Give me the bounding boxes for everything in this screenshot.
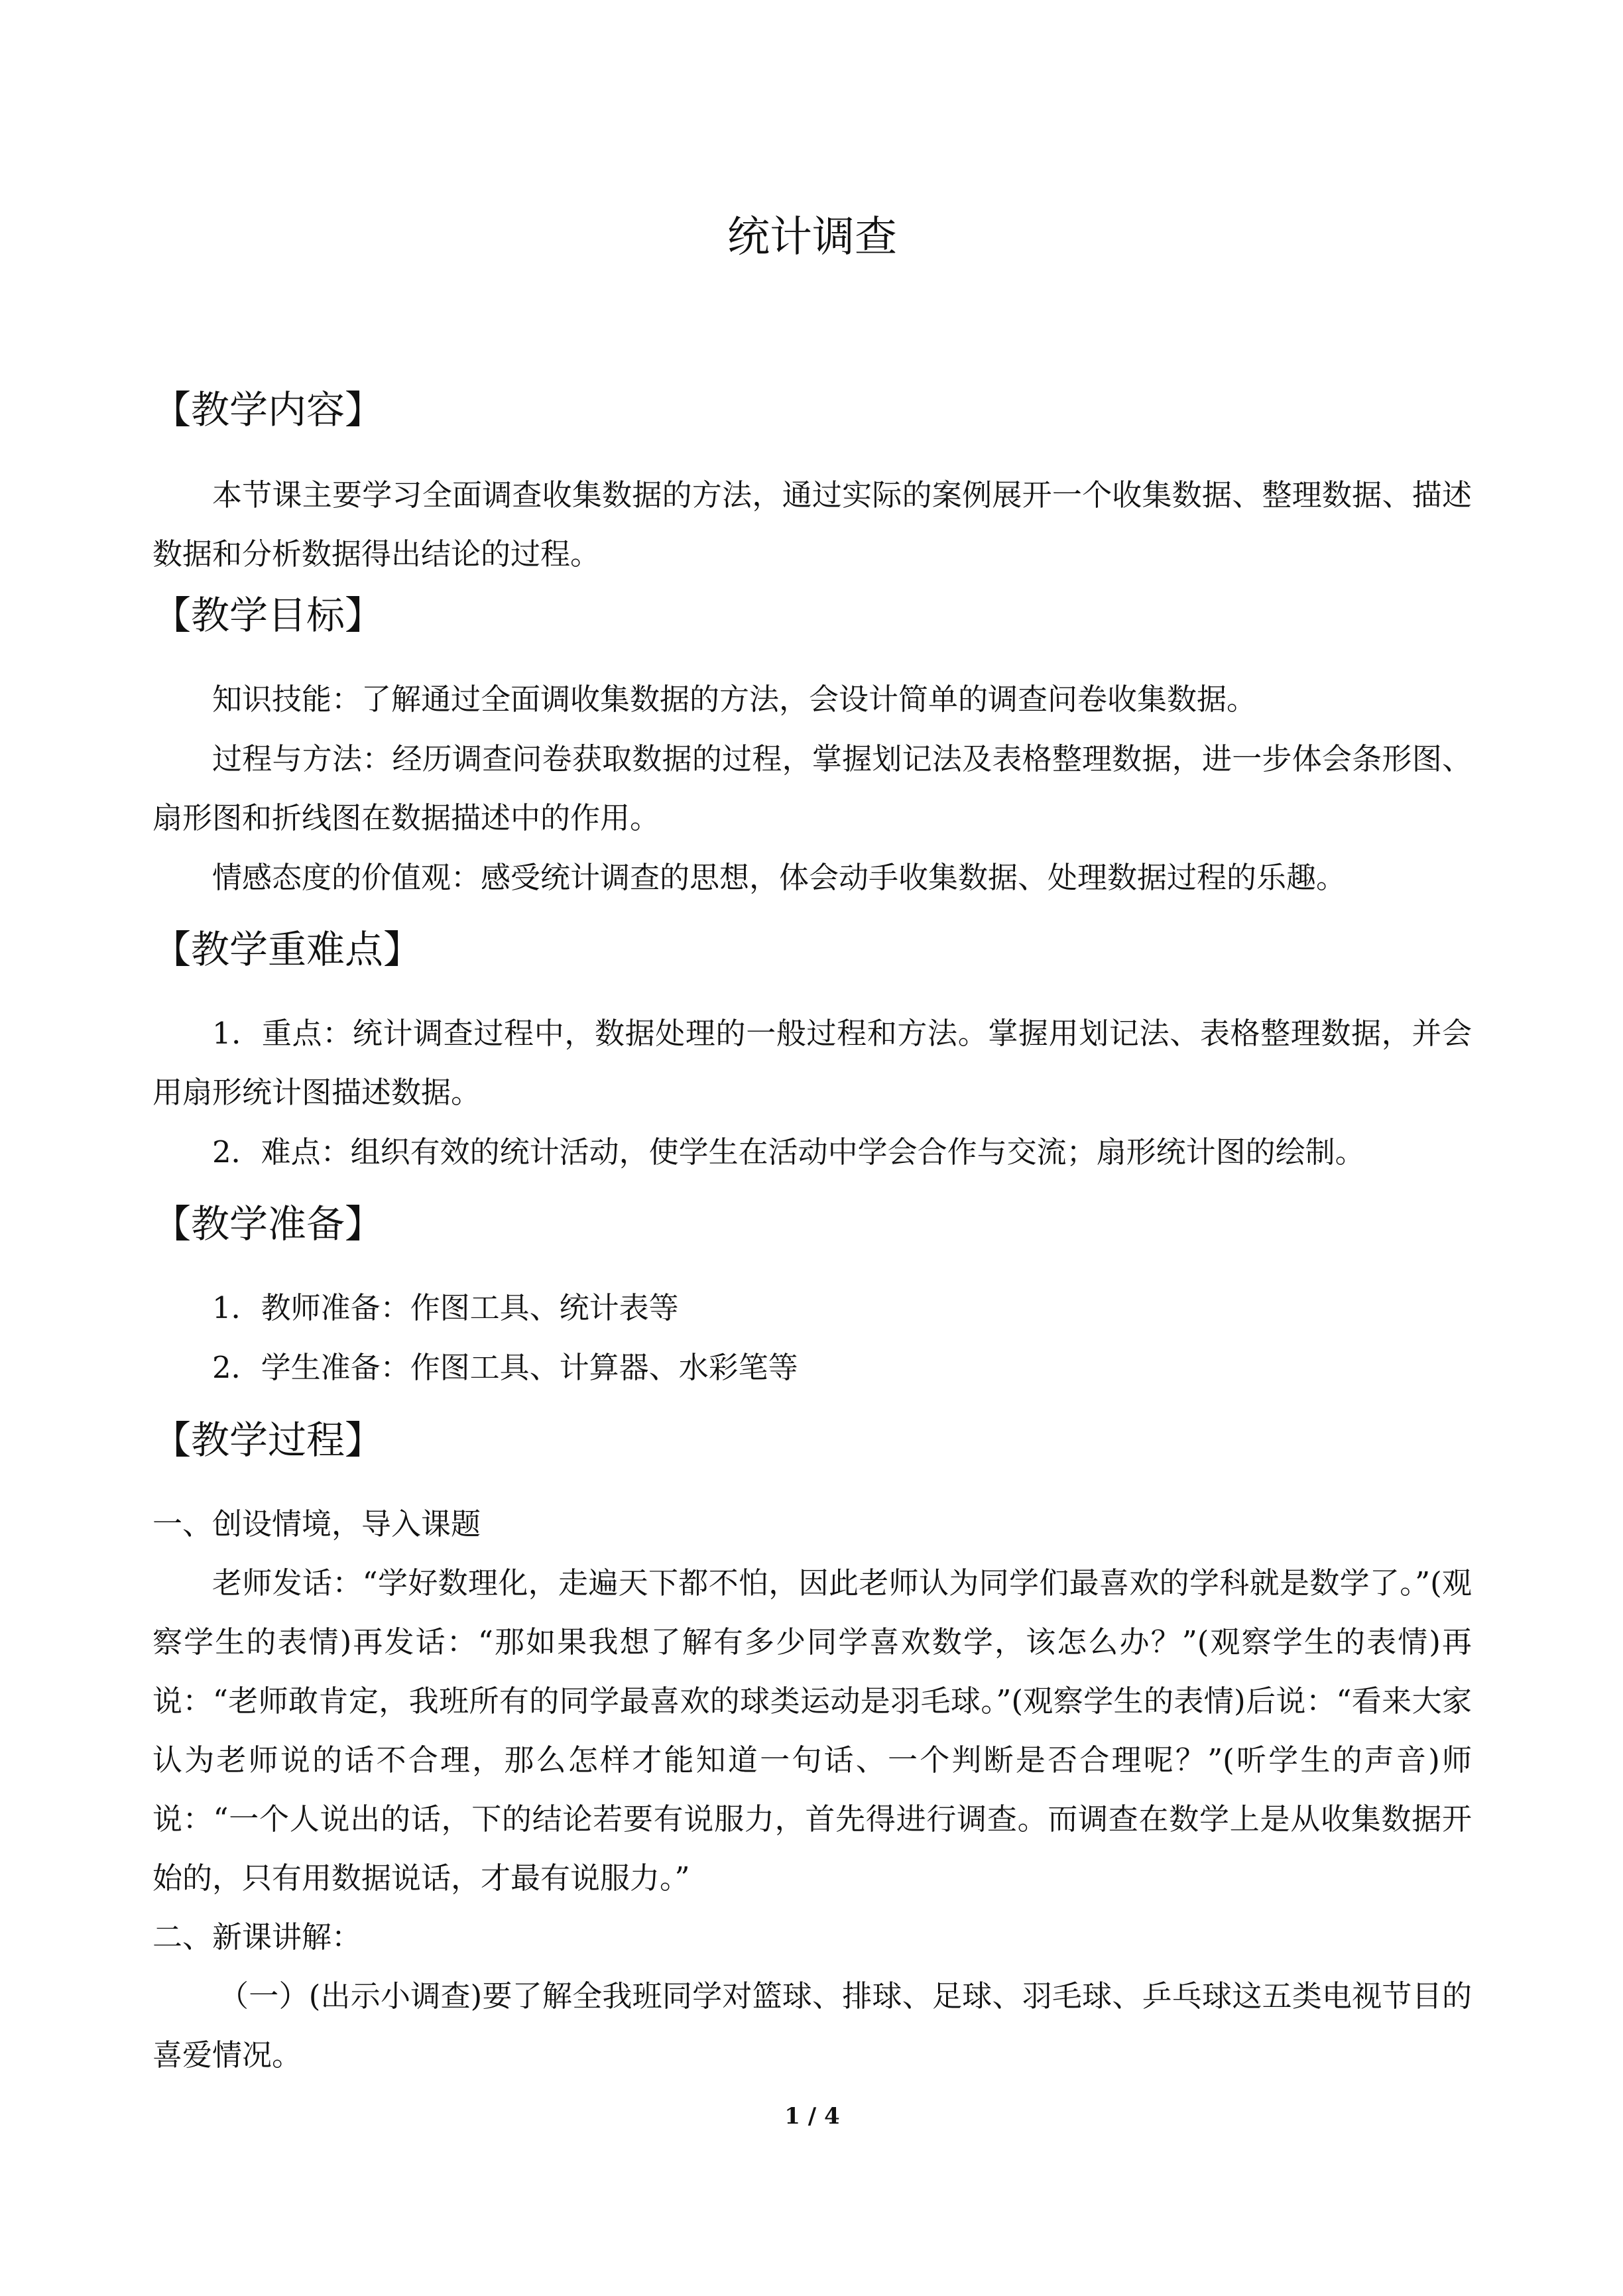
heading-teaching-process: 【教学过程】 <box>152 1418 384 1463</box>
heading-teaching-preparation: 【教学准备】 <box>152 1201 384 1246</box>
goal-attitude: 情感态度的价值观：感受统计调查的思想，体会动手收集数据、处理数据过程的乐趣。 <box>212 860 1347 895</box>
page-number: 1 / 4 <box>784 2103 840 2130</box>
goal-process-method: 过程与方法：经历调查问卷获取数据的过程，掌握划记法及表格整理数据，进一步体会条形图、扇形图和折线图在数据描述中的作用。 <box>152 741 1472 835</box>
step1-title: 一、创设情境，导入课题 <box>152 1506 481 1541</box>
key-point: 1．重点：统计调查过程中，数据处理的一般过程和方法。掌握用划记法、表格整理数据，并会用扇形统计图描述数据。 <box>152 1016 1472 1110</box>
heading-teaching-content: 【教学内容】 <box>152 387 384 432</box>
content-paragraph: 本节课主要学习全面调查收集数据的方法，通过实际的案例展开一个收集数据、整理数据、描述数据和分析数据得出结论的过程。 <box>152 477 1472 572</box>
step2-title: 二、新课讲解： <box>152 1919 362 1955</box>
goal-knowledge: 知识技能：了解通过全面调收集数据的方法，会设计简单的调查问卷收集数据。 <box>212 682 1257 717</box>
student-preparation: 2．学生准备：作图工具、计算器、水彩笔等 <box>212 1350 798 1385</box>
heading-key-difficult-points: 【教学重难点】 <box>152 927 422 972</box>
document-page <box>152 0 1472 2296</box>
step2-text: （一）(出示小调查)要了解全我班同学对篮球、排球、足球、羽毛球、乒乓球这五类电视节目的喜爱情况。 <box>152 1978 1472 2073</box>
teacher-preparation: 1．教师准备：作图工具、统计表等 <box>212 1290 679 1325</box>
heading-teaching-goals: 【教学目标】 <box>152 593 384 638</box>
step1-text: 老师发话：“学好数理化，走遍天下都不怕，因此老师认为同学们最喜欢的学科就是数学了。”(观察学生的表情)再发话：“那如果我想了解有多少同学喜欢数学，该怎么办？”(观察学生的表情)再说：“老师敢肯定，我班所有的同学最喜欢的球类运动是羽毛球。”(观察学生的表情)后说：“看来大家认为老师说的话不合理，那么怎样才能知道一句话、一个判断是否合理呢？”(听学生的声音)师说：“一个人说出的话，下的结论若要有说服力，首先得进行调查。而调查在数学上是从收集数据开始的，只有用数据说话，才最有说服力。” <box>152 1565 1472 1896</box>
document-title: 统计调查 <box>727 213 897 262</box>
difficult-point: 2．难点：组织有效的统计活动，使学生在活动中学会合作与交流；扇形统计图的绘制。 <box>212 1134 1365 1170</box>
